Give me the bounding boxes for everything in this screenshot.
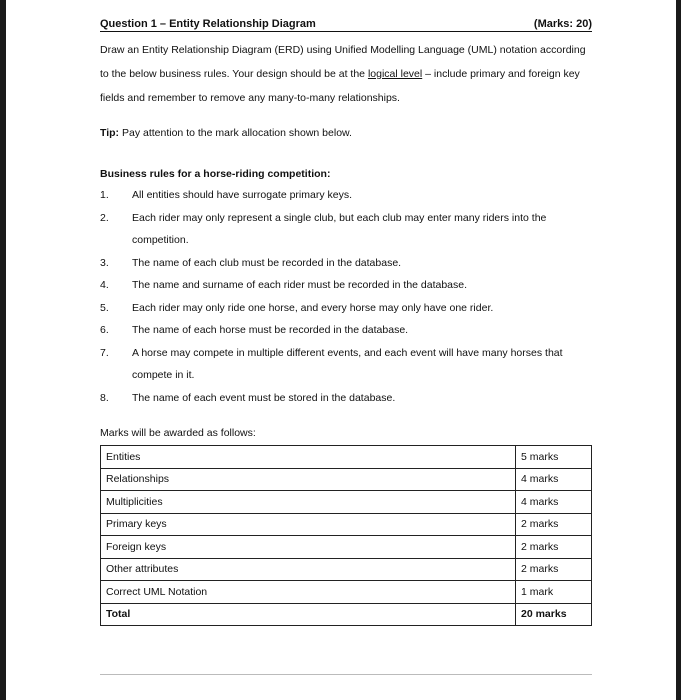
rule-text: The name and surname of each rider must be recorded in the database.: [132, 279, 468, 291]
total-row: [101, 603, 592, 626]
rule-item: [100, 319, 592, 342]
mark-value: 2 marks: [516, 558, 592, 581]
rule-number: 4.: [100, 279, 109, 291]
intro-text-2: – include primary and foreign key fields and remember to remove any many-to-many relationships.: [100, 68, 580, 104]
rule-number: 2.: [100, 211, 109, 224]
rule-text: All entities should have surrogate primary keys.: [132, 189, 353, 201]
intro-paragraph: [100, 38, 592, 110]
rule-item: [100, 387, 592, 410]
table-row: [101, 446, 592, 469]
mark-value: 2 marks: [516, 513, 592, 536]
table-row: [101, 513, 592, 536]
question-marks: (Marks: 20): [533, 18, 592, 30]
rule-number: 3.: [100, 256, 109, 269]
mark-item: Primary keys: [101, 513, 516, 536]
business-rules-list: [100, 184, 592, 409]
right-page-edge: [676, 0, 681, 700]
question-title: Question 1 – Entity Relationship Diagram: [100, 18, 316, 30]
rule-number: 5.: [100, 301, 109, 314]
rules-title: Business rules for a horse-riding competition:: [100, 168, 331, 180]
left-page-edge: [0, 0, 6, 700]
rule-item: [100, 274, 592, 297]
rule-item: [100, 252, 592, 275]
mark-item: Foreign keys: [101, 536, 516, 559]
total-label: Total: [101, 603, 516, 626]
table-row: [101, 558, 592, 581]
mark-item: Other attributes: [101, 558, 516, 581]
mark-value: 4 marks: [516, 468, 592, 491]
rule-number: 6.: [100, 324, 109, 336]
document-page: [100, 18, 592, 626]
tip-label: Tip:: [100, 127, 120, 139]
table-row: [101, 581, 592, 604]
rule-item: [100, 207, 592, 252]
bottom-divider: [100, 674, 592, 675]
mark-value: 5 marks: [516, 446, 592, 469]
table-row: [101, 536, 592, 559]
mark-item: Correct UML Notation: [101, 581, 516, 604]
table-row: [101, 491, 592, 514]
rule-text: Each rider may only represent a single club, but each club may enter many riders into the competition.: [132, 211, 547, 246]
table-row: [101, 468, 592, 491]
rule-number: 8.: [100, 391, 109, 404]
mark-value: 2 marks: [516, 536, 592, 559]
rule-text: A horse may compete in multiple different events, and each event will have many horses that compete in it.: [132, 346, 563, 381]
marks-intro: Marks will be awarded as follows:: [100, 427, 256, 439]
rule-number: 1.: [100, 189, 109, 201]
total-value: 20 marks: [516, 603, 592, 626]
mark-value: 4 marks: [516, 491, 592, 514]
mark-item: Relationships: [101, 468, 516, 491]
rule-text: The name of each club must be recorded in the database.: [132, 256, 402, 269]
logical-level-underlined: logical level: [367, 68, 423, 80]
mark-item: Multiplicities: [101, 491, 516, 514]
marks-table: [100, 445, 592, 626]
tip-text: Pay attention to the mark allocation shown below.: [119, 127, 352, 139]
mark-value: 1 mark: [516, 581, 592, 604]
rule-number: 7.: [100, 346, 109, 359]
rule-item: [100, 297, 592, 320]
mark-item: Entities: [101, 446, 516, 469]
rule-text: The name of each horse must be recorded in the database.: [132, 324, 409, 336]
question-heading: [100, 18, 592, 32]
rule-item: [100, 184, 592, 207]
rule-text: Each rider may only ride one horse, and every horse may only have one rider.: [132, 301, 494, 314]
rule-text: The name of each event must be stored in the database.: [132, 391, 396, 404]
rule-item: [100, 342, 592, 387]
intro-text-1: Draw an Entity Relationship Diagram (ERD) using Unified Modelling Language (UML) notation according to the below business rules. Your design should be at the: [100, 44, 586, 80]
tip-paragraph: [100, 127, 592, 139]
